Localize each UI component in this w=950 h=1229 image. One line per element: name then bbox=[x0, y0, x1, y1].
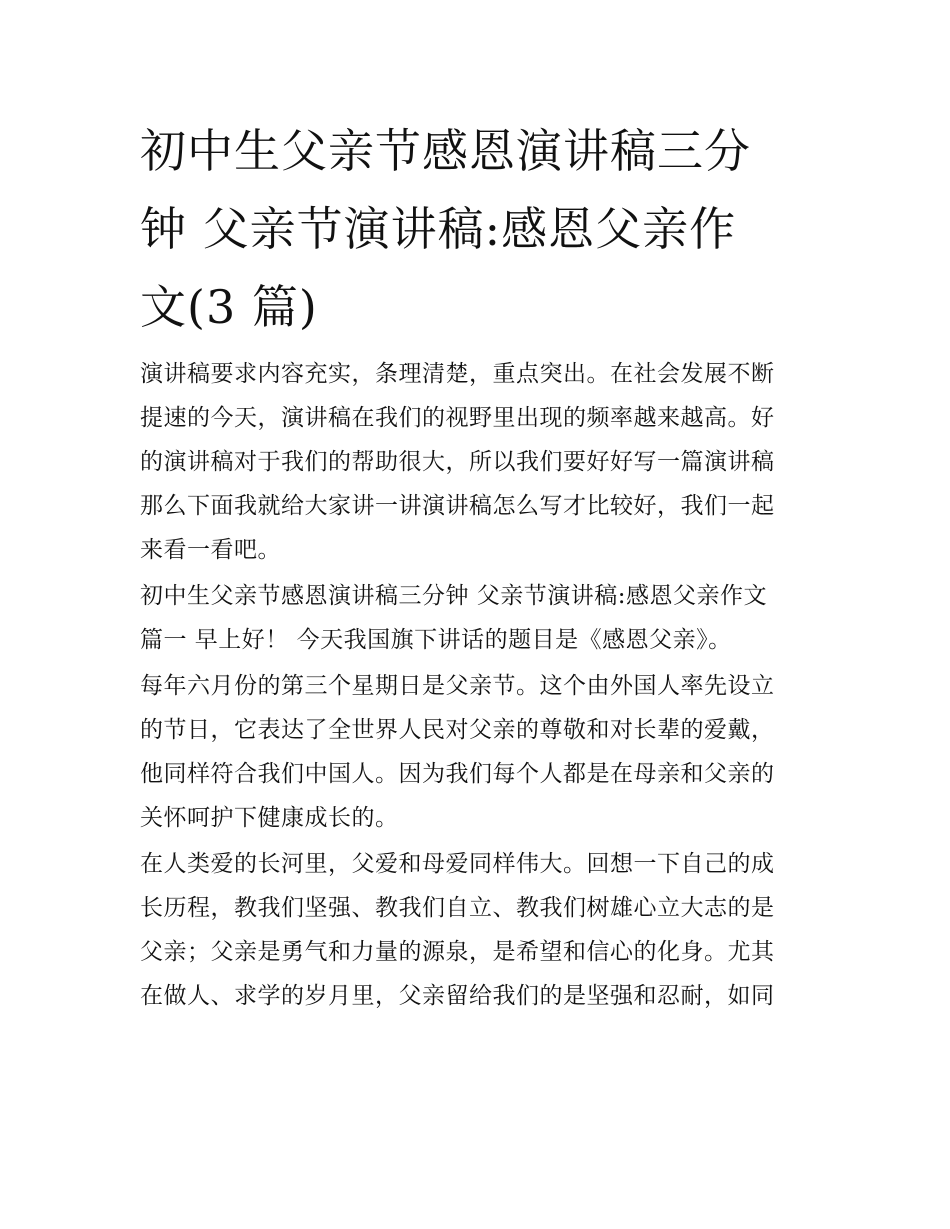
text-line: 父亲；父亲是勇气和力量的源泉，是希望和信心的化身。尤其 bbox=[140, 939, 775, 965]
text-line: 每年六月份的第三个星期日是父亲节。这个由外国人率先设立 bbox=[140, 673, 775, 699]
text-line: 的节日，它表达了全世界人民对父亲的尊敬和对长辈的爱戴， bbox=[140, 717, 775, 743]
section-heading-paragraph bbox=[140, 574, 812, 662]
text-line: 在人类爱的长河里，父爱和母爱同样伟大。回想一下自己的成 bbox=[140, 851, 775, 877]
intro-paragraph bbox=[140, 352, 812, 572]
body-paragraph bbox=[140, 664, 812, 840]
text-line: 那么下面我就给大家讲一讲演讲稿怎么写才比较好，我们一起 bbox=[140, 493, 775, 519]
text-line: 演讲稿要求内容充实，条理清楚，重点突出。在社会发展不断 bbox=[140, 361, 775, 387]
text-line: 在做人、求学的岁月里，父亲留给我们的是坚强和忍耐，如同 bbox=[140, 983, 775, 1009]
text-line: 的演讲稿对于我们的帮助很大，所以我们要好好写一篇演讲稿 bbox=[140, 449, 775, 475]
text-line: 篇一 早上好！ 今天我国旗下讲话的题目是《感恩父亲》。 bbox=[140, 627, 732, 653]
text-line: 长历程，教我们坚强、教我们自立、教我们树雄心立大志的是 bbox=[140, 895, 775, 921]
body-paragraph bbox=[140, 842, 812, 1018]
title-line: 初中生父亲节感恩演讲稿三分 bbox=[140, 124, 751, 178]
text-line: 他同样符合我们中国人。因为我们每个人都是在母亲和父亲的 bbox=[140, 761, 775, 787]
title-line: 钟 父亲节演讲稿:感恩父亲作 bbox=[140, 202, 737, 256]
document-title bbox=[140, 112, 812, 346]
text-line: 关怀呵护下健康成长的。 bbox=[140, 805, 399, 831]
text-line: 来看一看吧。 bbox=[140, 537, 281, 563]
title-line: 文(3 篇) bbox=[140, 280, 318, 334]
text-line: 初中生父亲节感恩演讲稿三分钟 父亲节演讲稿:感恩父亲作文 bbox=[140, 583, 768, 609]
text-line: 提速的今天，演讲稿在我们的视野里出现的频率越来越高。好 bbox=[140, 405, 775, 431]
document-page bbox=[140, 112, 812, 1018]
